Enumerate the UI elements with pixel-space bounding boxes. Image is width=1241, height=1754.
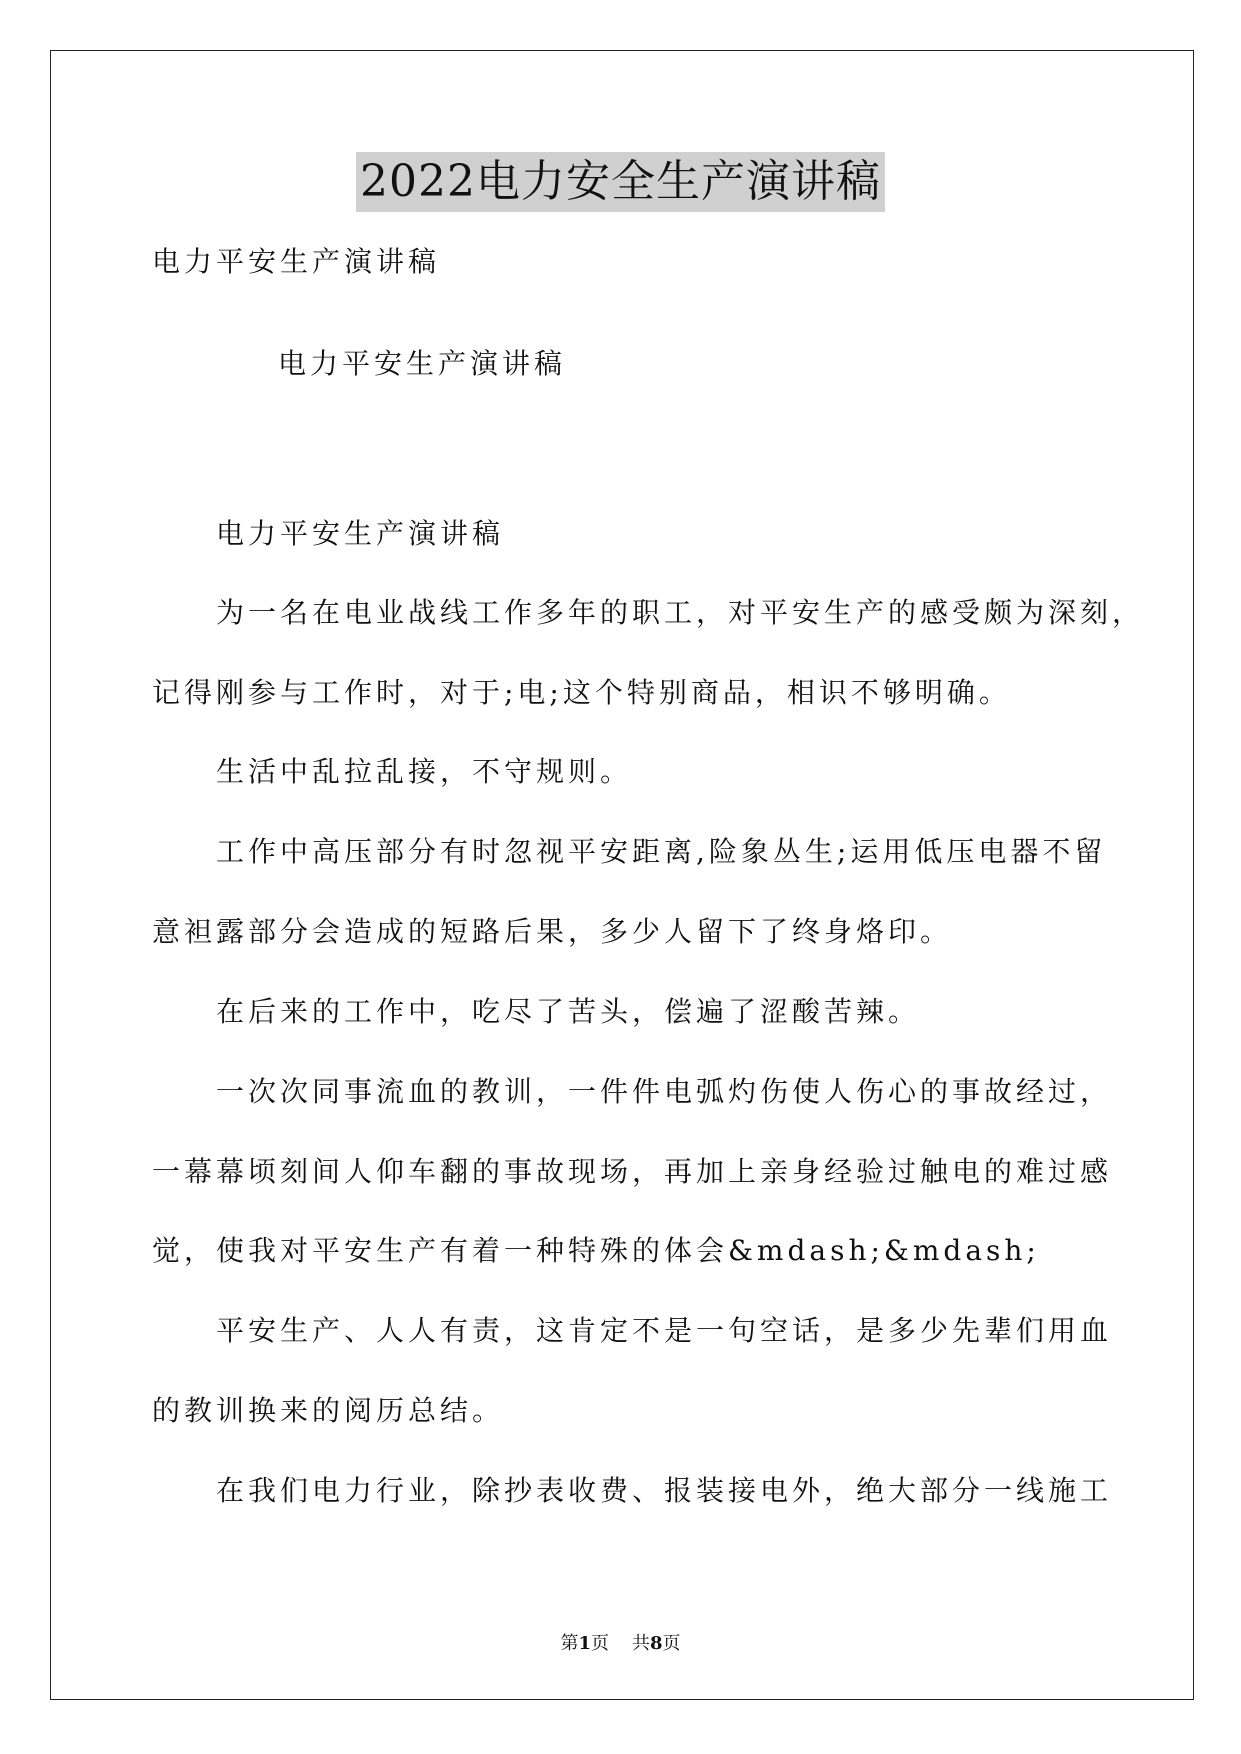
paragraph-line: 生活中乱拉乱接，不守规则。 (216, 755, 633, 788)
document-title: 2022电力安全生产演讲稿 (356, 152, 885, 212)
paragraph-heading: 电力平安生产演讲稿 (216, 517, 505, 550)
paragraph-line: 一次次同事流血的教训，一件件电弧灼伤使人伤心的事故经过， (216, 1075, 1113, 1108)
page-footer (0, 1632, 1241, 1656)
paragraph-line: 一幕幕顷刻间人仰车翻的事故现场，再加上亲身经验过触电的难过感 (152, 1155, 1113, 1188)
page-border (50, 50, 1194, 1700)
paragraph-line: 平安生产、人人有责，这肯定不是一句空话，是多少先辈们用血 (216, 1314, 1113, 1347)
subtitle-line: 电力平安生产演讲稿 (152, 245, 441, 278)
paragraph-line: 在我们电力行业，除抄表收费、报装接电外，绝大部分一线施工 (216, 1474, 1113, 1507)
footer-prefix: 第 (560, 1633, 579, 1654)
paragraph-line: 觉，使我对平安生产有着一种特殊的体会&mdash;&mdash; (152, 1234, 1040, 1267)
footer-page-suffix: 页 (591, 1633, 610, 1654)
title-container (0, 152, 1241, 212)
footer-page-number: 1 (578, 1633, 592, 1654)
paragraph-line: 意袒露部分会造成的短路后果，多少人留下了终身烙印。 (152, 915, 953, 948)
paragraph-line: 工作中高压部分有时忽视平安距离,险象丛生;运用低压电器不留 (216, 835, 1107, 868)
paragraph-line: 记得刚参与工作时，对于;电;这个特别商品，相识不够明确。 (152, 676, 1011, 709)
paragraph-line: 的教训换来的阅历总结。 (152, 1394, 505, 1427)
footer-total-suffix: 页 (662, 1633, 681, 1654)
paragraph-line: 在后来的工作中，吃尽了苦头，偿遍了涩酸苦辣。 (216, 995, 921, 1028)
subtitle-indented-line: 电力平安生产演讲稿 (278, 347, 567, 380)
footer-total-prefix: 共 (631, 1633, 650, 1654)
paragraph-line: 为一名在电业战线工作多年的职工，对平安生产的感受颇为深刻， (216, 596, 1145, 629)
footer-total-pages: 8 (649, 1633, 663, 1654)
